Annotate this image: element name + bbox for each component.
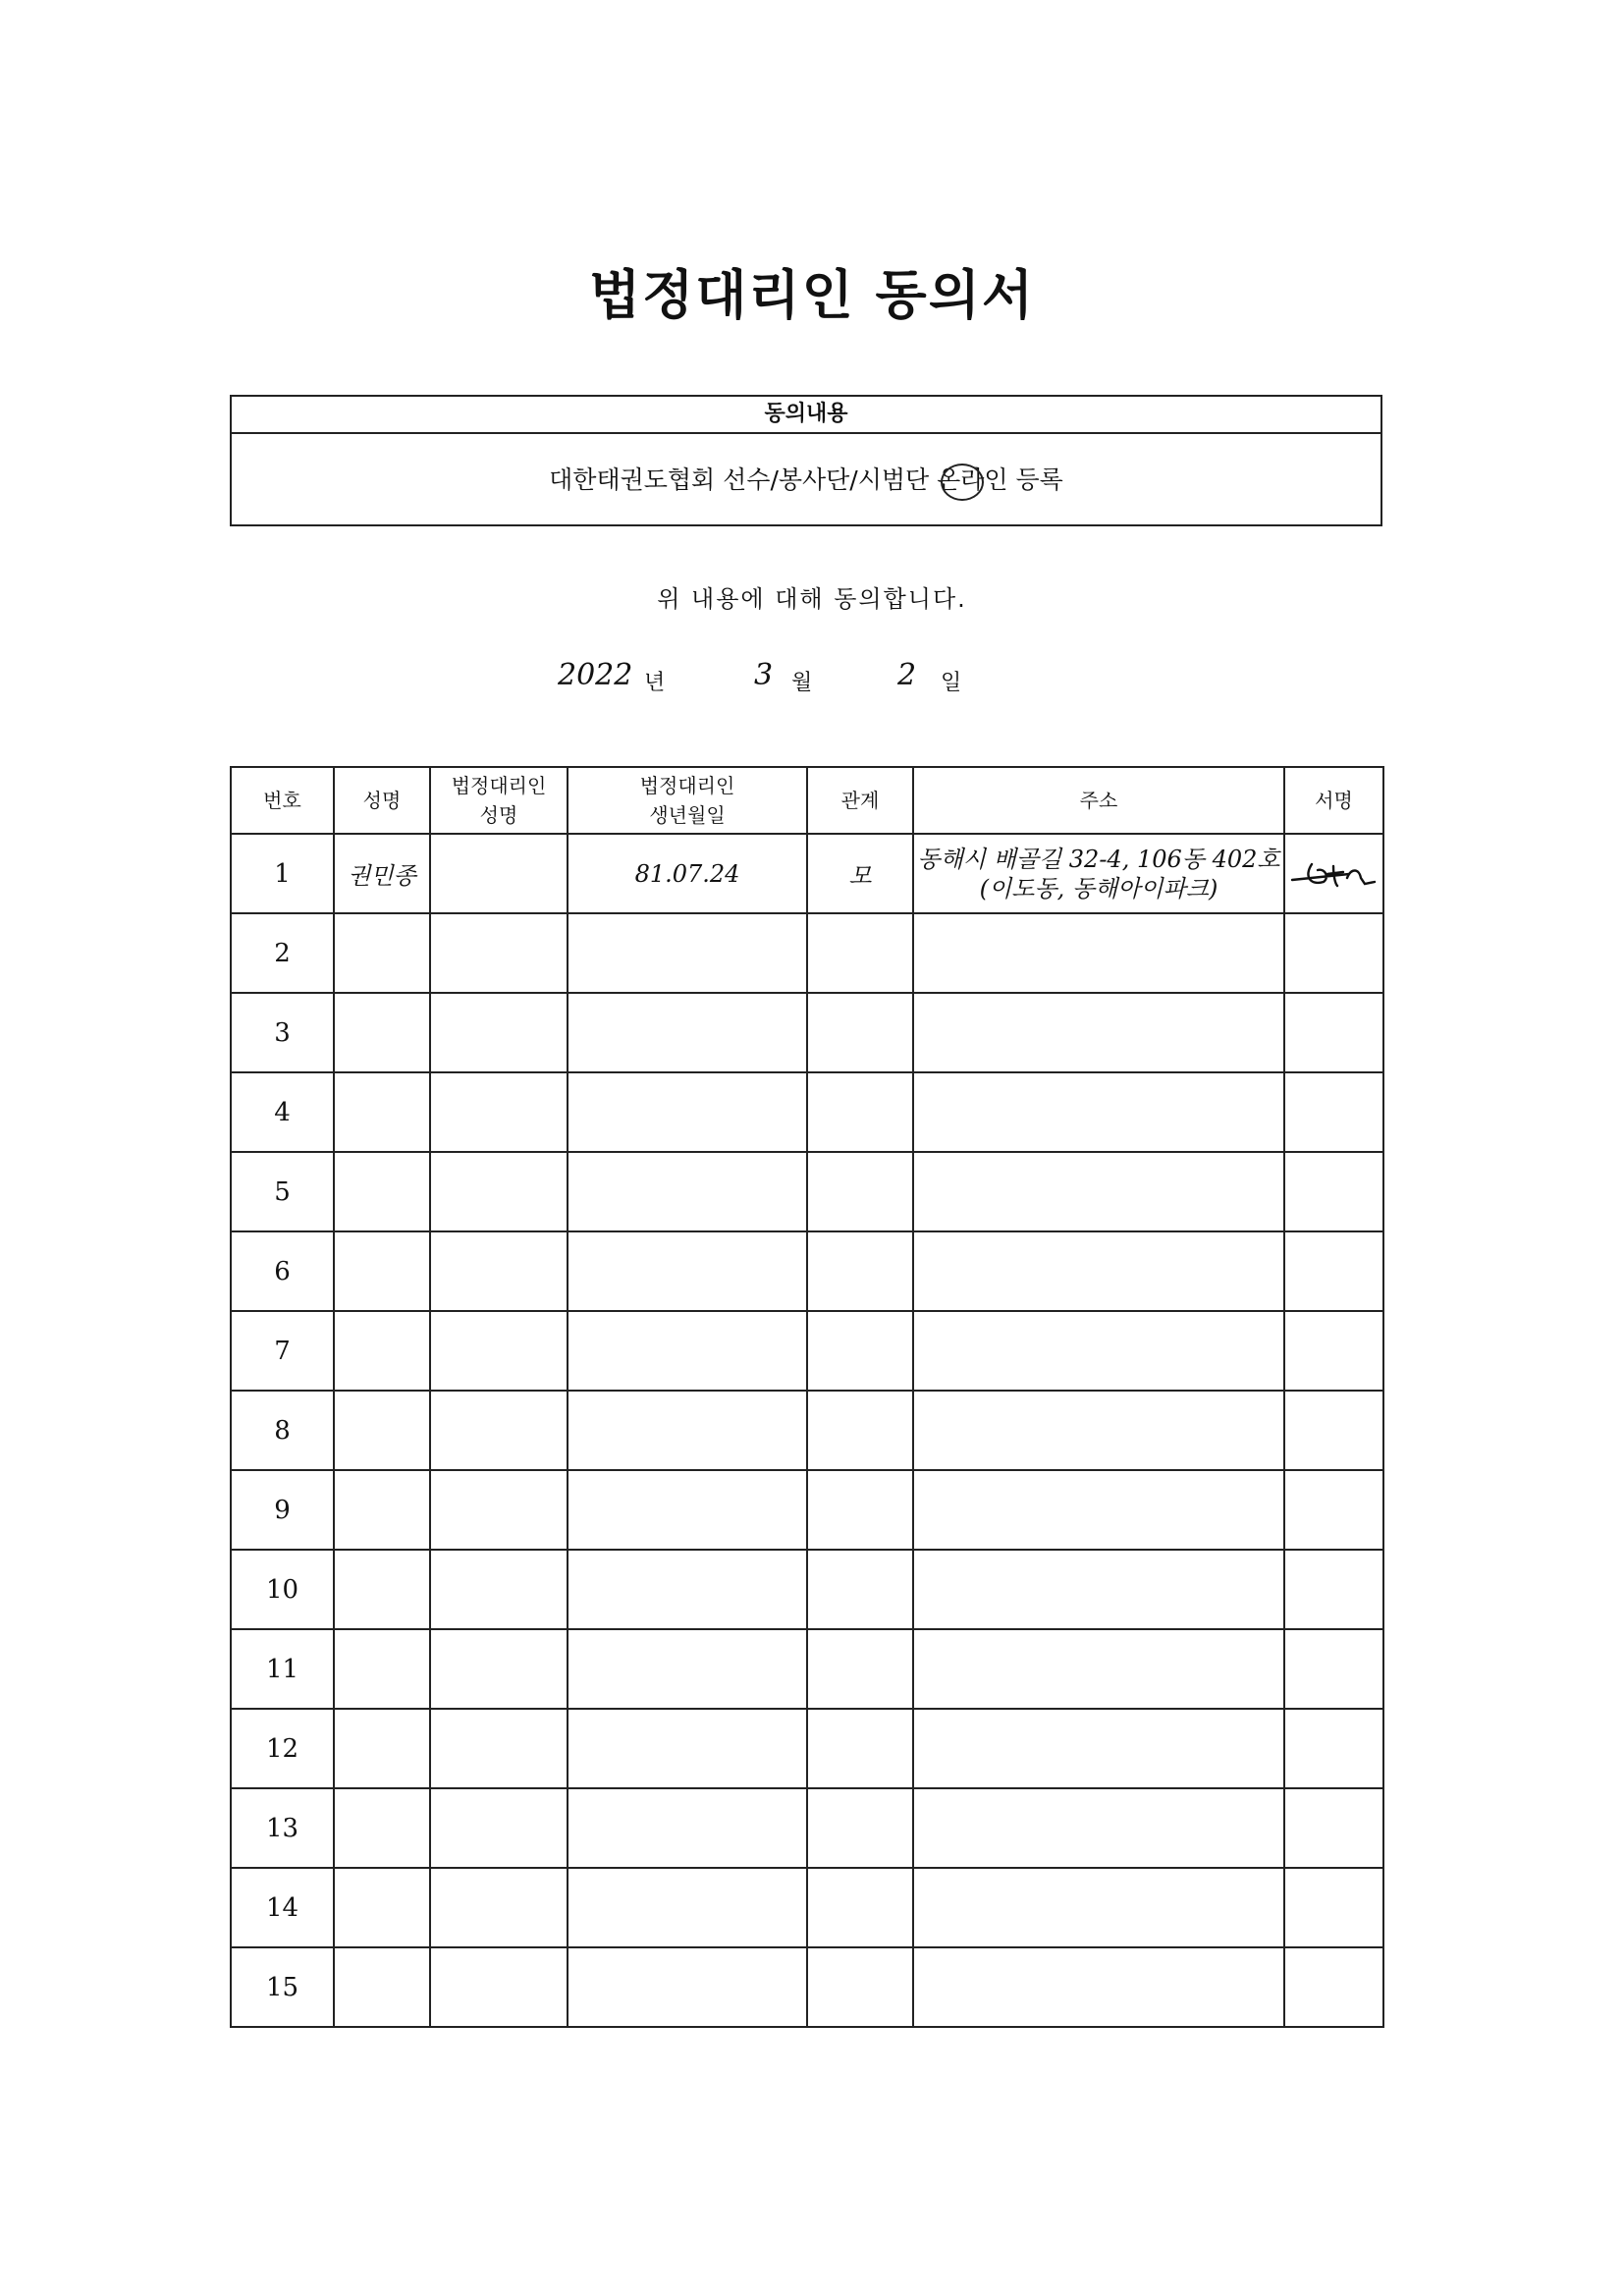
row-address xyxy=(913,1152,1284,1231)
row-address xyxy=(913,913,1284,993)
row-relation xyxy=(807,1709,913,1788)
row-num: 6 xyxy=(231,1231,334,1311)
row-rep-name xyxy=(430,1072,568,1152)
header-name: 성명 xyxy=(334,767,430,834)
row-rep-name xyxy=(430,1470,568,1550)
row-address xyxy=(913,1947,1284,2027)
row-signature xyxy=(1284,834,1383,913)
header-rep-name-line1: 법정대리인 xyxy=(451,774,547,797)
table-header-row xyxy=(231,767,1383,834)
table-row xyxy=(231,1709,1383,1788)
table-row xyxy=(231,913,1383,993)
row-name xyxy=(334,1311,430,1391)
row-rep-birth xyxy=(568,1470,807,1550)
row-address xyxy=(913,1629,1284,1709)
row-signature xyxy=(1284,1947,1383,2027)
header-signature: 서명 xyxy=(1284,767,1383,834)
table-row xyxy=(231,1470,1383,1550)
row-relation xyxy=(807,1629,913,1709)
row-signature xyxy=(1284,1550,1383,1629)
date-month-label: 월 xyxy=(791,671,813,695)
row-name xyxy=(334,1231,430,1311)
row-address xyxy=(913,1470,1284,1550)
row-rep-name xyxy=(430,1550,568,1629)
row-signature xyxy=(1284,1709,1383,1788)
row-address xyxy=(913,1550,1284,1629)
row-address xyxy=(913,1709,1284,1788)
row-rep-name xyxy=(430,1788,568,1868)
row-signature xyxy=(1284,993,1383,1072)
row-address xyxy=(913,1311,1284,1391)
row-signature xyxy=(1284,1470,1383,1550)
row-relation xyxy=(807,1550,913,1629)
row-num: 2 xyxy=(231,913,334,993)
table-row xyxy=(231,1072,1383,1152)
date-month: 3 xyxy=(754,658,774,692)
row-address xyxy=(913,1868,1284,1947)
table-row xyxy=(231,1311,1383,1391)
row-rep-birth xyxy=(568,1152,807,1231)
row-rep-name xyxy=(430,1629,568,1709)
row-rep-birth xyxy=(568,1072,807,1152)
date-year: 2022 xyxy=(558,658,633,692)
date-year-label: 년 xyxy=(644,671,666,695)
row-num: 13 xyxy=(231,1788,334,1868)
table-row xyxy=(231,834,1383,913)
row-address-line2: (이도동, 동해아이파크) xyxy=(979,874,1218,902)
row-relation xyxy=(807,1391,913,1470)
row-rep-name xyxy=(430,1709,568,1788)
row-signature xyxy=(1284,1072,1383,1152)
row-name xyxy=(334,1550,430,1629)
row-signature xyxy=(1284,1788,1383,1868)
row-num: 12 xyxy=(231,1709,334,1788)
row-num: 14 xyxy=(231,1868,334,1947)
header-rep-birth-line2: 생년월일 xyxy=(649,803,726,827)
row-name xyxy=(334,913,430,993)
row-address xyxy=(913,1072,1284,1152)
row-address xyxy=(913,1788,1284,1868)
row-num: 4 xyxy=(231,1072,334,1152)
row-name xyxy=(334,1152,430,1231)
table-row xyxy=(231,1152,1383,1231)
row-rep-name xyxy=(430,1947,568,2027)
consent-body xyxy=(232,434,1380,526)
header-num: 번호 xyxy=(231,767,334,834)
row-num: 5 xyxy=(231,1152,334,1231)
row-signature xyxy=(1284,913,1383,993)
row-rep-name xyxy=(430,1391,568,1470)
table-row xyxy=(231,1391,1383,1470)
row-name xyxy=(334,993,430,1072)
row-num: 9 xyxy=(231,1470,334,1550)
row-rep-name xyxy=(430,993,568,1072)
header-address: 주소 xyxy=(913,767,1284,834)
row-name: 권민종 xyxy=(334,834,430,913)
row-name xyxy=(334,1470,430,1550)
header-rep-birth-line1: 법정대리인 xyxy=(639,774,735,797)
table-row xyxy=(231,1550,1383,1629)
header-relation: 관계 xyxy=(807,767,913,834)
table-row xyxy=(231,993,1383,1072)
consent-header: 동의내용 xyxy=(232,397,1380,434)
date-day-label: 일 xyxy=(941,671,962,695)
handwritten-signature xyxy=(1290,854,1379,894)
row-rep-birth xyxy=(568,1709,807,1788)
row-relation xyxy=(807,1470,913,1550)
row-relation xyxy=(807,1868,913,1947)
row-rep-name xyxy=(430,913,568,993)
agree-statement: 위 내용에 대해 동의합니다. xyxy=(657,585,967,613)
row-signature xyxy=(1284,1311,1383,1391)
row-name xyxy=(334,1072,430,1152)
row-relation xyxy=(807,1947,913,2027)
table-row xyxy=(231,1231,1383,1311)
row-address xyxy=(913,993,1284,1072)
row-name xyxy=(334,1788,430,1868)
row-num: 8 xyxy=(231,1391,334,1470)
row-name xyxy=(334,1709,430,1788)
row-address-line1: 동해시 배골길 32-4, 106동 402호 xyxy=(917,845,1280,873)
row-name xyxy=(334,1391,430,1470)
header-rep-name xyxy=(430,767,568,834)
row-relation xyxy=(807,1788,913,1868)
row-rep-birth xyxy=(568,1788,807,1868)
row-num: 1 xyxy=(231,834,334,913)
row-rep-birth xyxy=(568,1391,807,1470)
row-signature xyxy=(1284,1152,1383,1231)
row-rep-birth xyxy=(568,993,807,1072)
row-num: 15 xyxy=(231,1947,334,2027)
row-signature xyxy=(1284,1231,1383,1311)
row-rep-birth xyxy=(568,1311,807,1391)
row-signature xyxy=(1284,1868,1383,1947)
guardian-roster-table xyxy=(230,766,1384,2028)
consent-content-box xyxy=(230,395,1382,526)
header-rep-birth xyxy=(568,767,807,834)
row-relation xyxy=(807,993,913,1072)
row-rep-name xyxy=(430,834,568,913)
row-num: 11 xyxy=(231,1629,334,1709)
row-name xyxy=(334,1629,430,1709)
header-rep-name-line2: 성명 xyxy=(479,803,518,827)
row-rep-name xyxy=(430,1311,568,1391)
row-signature xyxy=(1284,1391,1383,1470)
row-rep-birth xyxy=(568,1550,807,1629)
table-row xyxy=(231,1947,1383,2027)
row-rep-name xyxy=(430,1152,568,1231)
row-rep-birth xyxy=(568,1868,807,1947)
table-row xyxy=(231,1629,1383,1709)
row-num: 7 xyxy=(231,1311,334,1391)
row-address xyxy=(913,1391,1284,1470)
page-title: 법정대리인 동의서 xyxy=(588,264,1036,326)
row-address xyxy=(913,834,1284,913)
row-rep-birth xyxy=(568,1231,807,1311)
row-name xyxy=(334,1947,430,2027)
row-relation: 모 xyxy=(807,834,913,913)
row-relation xyxy=(807,1311,913,1391)
row-relation xyxy=(807,1152,913,1231)
date-day: 2 xyxy=(897,658,917,692)
row-relation xyxy=(807,913,913,993)
row-rep-birth: 81.07.24 xyxy=(568,834,807,913)
row-rep-birth xyxy=(568,1947,807,2027)
table-row xyxy=(231,1868,1383,1947)
row-signature xyxy=(1284,1629,1383,1709)
row-rep-name xyxy=(430,1868,568,1947)
row-name xyxy=(334,1868,430,1947)
row-rep-name xyxy=(430,1231,568,1311)
consent-body-text: 대한태권도협회 선수/봉사단/시범단 온라인 등록 xyxy=(549,465,1063,494)
row-address xyxy=(913,1231,1284,1311)
row-relation xyxy=(807,1072,913,1152)
table-row xyxy=(231,1788,1383,1868)
row-num: 3 xyxy=(231,993,334,1072)
selection-circle-mark xyxy=(941,464,984,501)
row-num: 10 xyxy=(231,1550,334,1629)
row-rep-birth xyxy=(568,913,807,993)
row-relation xyxy=(807,1231,913,1311)
row-rep-birth xyxy=(568,1629,807,1709)
